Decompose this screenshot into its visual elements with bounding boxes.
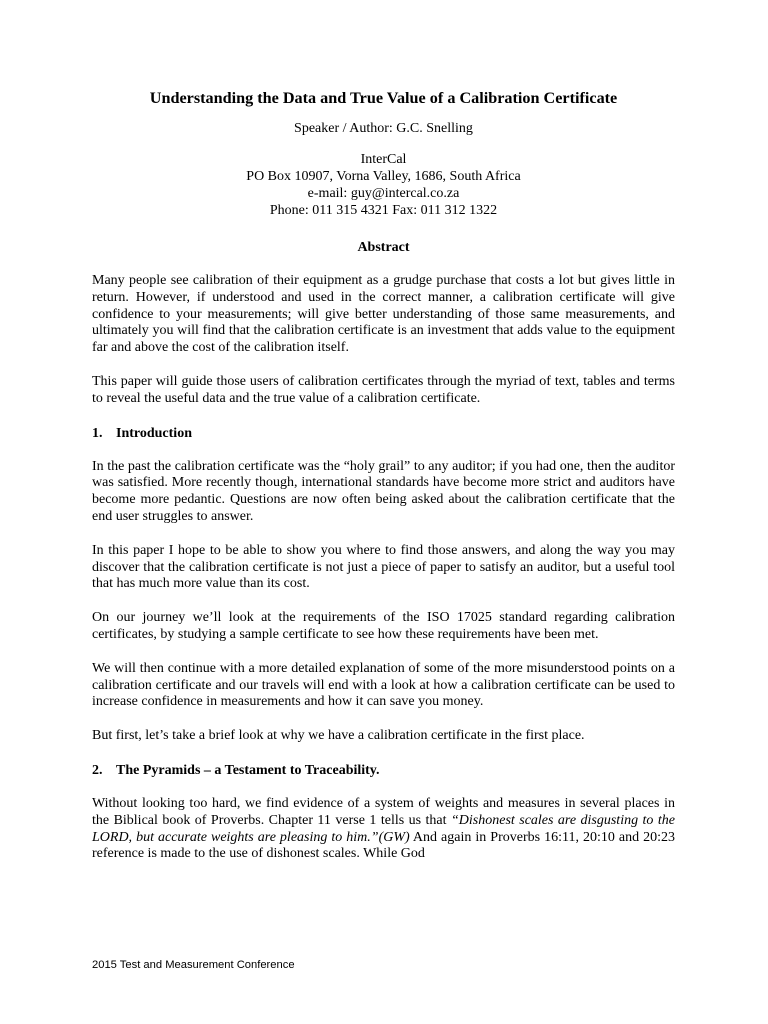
paragraph-text: And again in Proverbs 16:11, 20:10 and 20:23 reference is made to the use of dishonest scales. While God — [92, 829, 675, 862]
speaker-author: Speaker / Author: G.C. Snelling — [294, 121, 473, 136]
paper-title: Understanding the Data and True Value of a Calibration Certificate — [149, 89, 618, 107]
abstract-paragraph: Many people see calibration of their equipment as a grudge purchase that costs a lot but gives little in return. However, if understood and used in the correct manner, a calibration certificate will give confidence to your measurements; will give better understanding of those same measurements, and ultimately you will find that the calibration certificate is an investment that adds value to the equipment far and above the cost of the calibration itself. — [92, 273, 675, 356]
postal-address: PO Box 10907, Vorna Valley, 1686, South Africa — [246, 169, 521, 184]
body-paragraph: In the past the calibration certificate was the “holy grail” to any auditor; if you had one, then the auditor was satisfied. More recently though, international standards have become more strict and auditors have become more pedantic. Questions are now often being asked about the calibration certificate that the end user struggles to answer. — [92, 458, 675, 524]
section-number: 1. — [92, 425, 103, 441]
body-paragraph: On our journey we’ll look at the requirements of the ISO 17025 standard regarding calibration certificates, by studying a sample certificate to see how these requirements have been met. — [92, 610, 675, 642]
phone-fax: Phone: 011 315 4321 Fax: 011 312 1322 — [269, 203, 498, 218]
section-title: Introduction — [116, 425, 192, 441]
body-paragraph: But first, let’s take a brief look at why we have a calibration certificate in the first place. — [92, 728, 585, 744]
section-title: The Pyramids – a Testament to Traceability. — [116, 762, 380, 778]
author-address-block — [92, 151, 675, 219]
body-paragraph: We will then continue with a more detailed explanation of some of the more misunderstood points on a calibration certificate and our travels will end with a look at how a calibration certificate can be used to increase confidence in measurements and how it can save you money. — [92, 660, 675, 710]
section-heading-introduction — [92, 425, 675, 442]
body-paragraph: In this paper I hope to be able to show you where to find those answers, and along the way you may discover that the calibration certificate is not just a piece of paper to satisfy an auditor, but a useful tool that has much more value than its cost. — [92, 542, 675, 592]
section-heading-pyramids — [92, 762, 675, 779]
abstract-heading: Abstract — [357, 240, 410, 255]
page-footer: 2015 Test and Measurement Conference — [92, 959, 295, 971]
organization-name: InterCal — [360, 152, 407, 167]
email-address: e-mail: guy@intercal.co.za — [307, 186, 460, 201]
page-content — [92, 88, 675, 863]
paragraph-text: Without looking too hard, we find evidence of a system of weights and measures in several places in the Biblical book of Proverbs. Chapter 11 verse 1 tells us that — [92, 795, 675, 828]
section-number: 2. — [92, 762, 103, 778]
scripture-quote: “Dishonest scales are disgusting to the LORD, but accurate weights are pleasing to him.”(GW) — [92, 812, 675, 845]
body-paragraph — [92, 796, 675, 863]
abstract-paragraph: This paper will guide those users of calibration certificates through the myriad of text, tables and terms to reveal the useful data and the true value of a calibration certificate. — [92, 373, 675, 406]
